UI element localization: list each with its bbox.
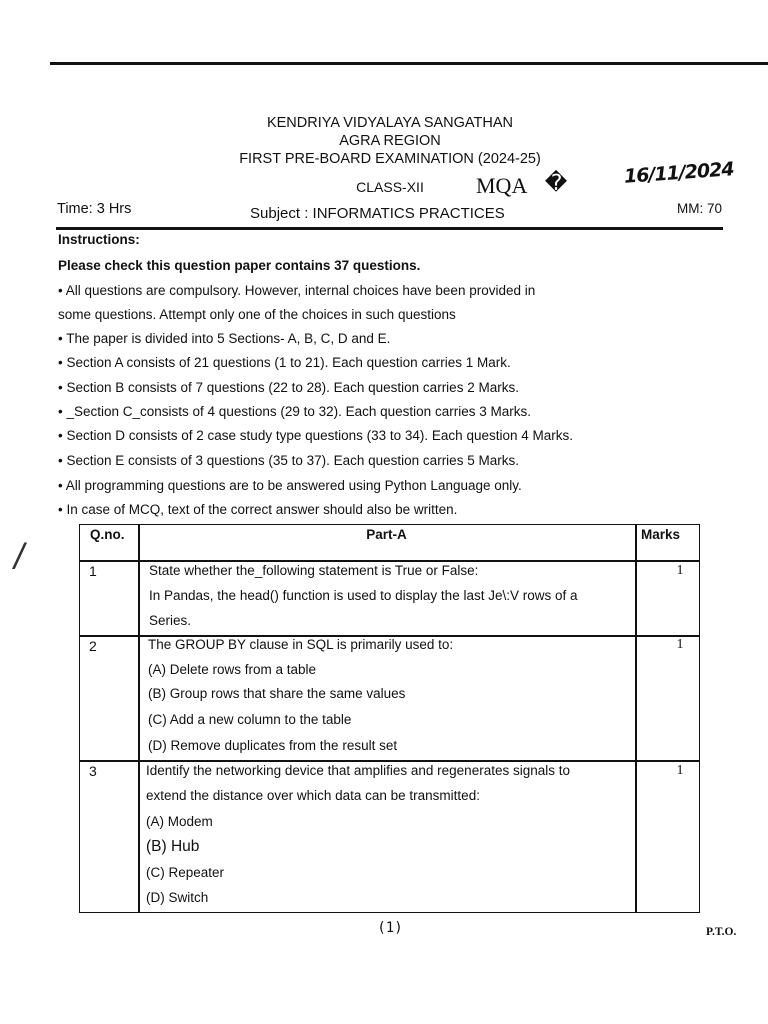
option-d: (D) Switch (146, 890, 209, 905)
exam-time: Time: 3 Hrs (57, 201, 132, 217)
instructions-heading: Instructions: (58, 232, 140, 247)
top-rule (50, 62, 768, 65)
subject-line: Subject : INFORMATICS PRACTICES (250, 205, 505, 222)
instruction-item: • All questions are compulsory. However, internal choices have been provided in (58, 283, 536, 298)
instruction-item: • All programming questions are to be answered using Python Language only. (58, 478, 522, 493)
page-number: (1) (377, 920, 403, 936)
option-b: (B) Hub (146, 838, 200, 855)
option-d: (D) Remove duplicates from the result set (148, 738, 398, 753)
org-name: KENDRIYA VIDYALAYA SANGATHAN (266, 115, 514, 131)
instruction-item: • The paper is divided into 5 Sections- A, B, C, D and E. (58, 331, 391, 346)
table-col-divider (635, 525, 637, 912)
option-a: (A) Delete rows from a table (148, 662, 317, 677)
header-divider (56, 227, 723, 230)
question-table (79, 524, 700, 913)
table-col-divider (138, 525, 140, 912)
table-row-divider (80, 760, 699, 762)
question-marks: 1 (676, 763, 684, 778)
instruction-item: • In case of MCQ, text of the correct answer should also be written. (58, 502, 458, 517)
question-number: 3 (89, 763, 97, 779)
question-text: extend the distance over which data can be transmitted: (146, 788, 480, 803)
instruction-item: some questions. Attempt only one of the choices in such questions (58, 307, 456, 322)
instructions-note: Please check this question paper contains 37 questions. (58, 258, 421, 273)
instruction-item: • Section B consists of 7 questions (22 to 28). Each question carries 2 Marks. (58, 380, 519, 395)
instruction-item: • Section D consists of 2 case study type questions (33 to 34). Each question 4 Marks. (58, 428, 573, 443)
table-row-divider (80, 560, 699, 562)
question-text: Identify the networking device that amplifies and regenerates signals to (146, 763, 570, 778)
header-qno: Q.no. (90, 527, 125, 542)
pto-label: P.T.O. (706, 926, 737, 938)
mqa-label: MQA (476, 173, 528, 198)
unknown-glyph-icon: � (544, 171, 568, 196)
class-label: CLASS-XII (356, 179, 424, 195)
question-text: The GROUP BY clause in SQL is primarily used to: (148, 637, 454, 652)
question-number: 2 (89, 638, 97, 654)
question-text: Series. (149, 613, 192, 628)
instruction-item: • _Section C_consists of 4 questions (29 to 32). Each question carries 3 Marks. (58, 404, 531, 419)
option-c: (C) Add a new column to the table (148, 712, 352, 727)
question-text: State whether the_following statement is True or False: (149, 563, 479, 578)
instruction-item: • Section A consists of 21 questions (1 to 21). Each question carries 1 Mark. (58, 355, 511, 370)
header-part: Part-A (366, 527, 407, 542)
handwritten-date: 16/11/2024 (623, 158, 735, 188)
option-b: (B) Group rows that share the same values (148, 686, 406, 701)
max-marks: MM: 70 (677, 201, 723, 216)
option-a: (A) Modem (146, 814, 213, 829)
question-marks: 1 (676, 563, 684, 578)
region-name: AGRA REGION (339, 133, 441, 149)
header-marks: Marks (641, 527, 681, 542)
option-c: (C) Repeater (146, 865, 225, 880)
question-number: 1 (89, 563, 97, 579)
stray-slash-mark: / (14, 536, 25, 577)
question-text: In Pandas, the head() function is used to display the last Je\:V rows of a (149, 588, 578, 603)
instruction-item: • Section E consists of 3 questions (35 to 37). Each question carries 5 Marks. (58, 453, 519, 468)
exam-title: FIRST PRE-BOARD EXAMINATION (2024-25) (239, 151, 541, 167)
question-marks: 1 (676, 637, 684, 652)
